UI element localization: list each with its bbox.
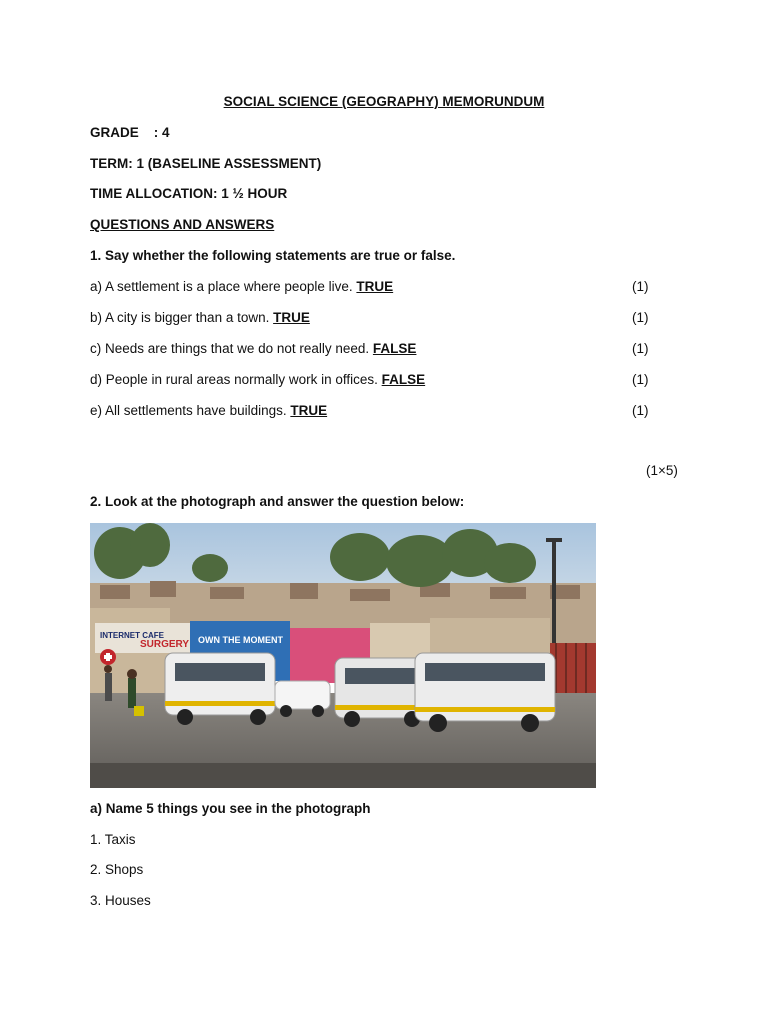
statement-b <box>90 310 310 325</box>
time-allocation-line: TIME ALLOCATION: 1 ½ HOUR <box>90 186 288 201</box>
statement-c-mark: (1) <box>632 341 649 356</box>
statement-d-answer: FALSE <box>381 372 426 387</box>
statement-b-mark: (1) <box>632 310 649 325</box>
statement-a <box>90 279 393 294</box>
statement-b-answer: TRUE <box>273 310 310 325</box>
statement-c-text: c) Needs are things that we do not really need. <box>90 341 373 356</box>
taxi-rank-photograph <box>90 523 596 788</box>
questions-answers-heading: QUESTIONS AND ANSWERS <box>90 217 275 232</box>
question-2-heading: 2. Look at the photograph and answer the question below: <box>90 494 465 509</box>
statement-e <box>90 403 327 418</box>
question-1-total-marks: (1×5) <box>646 463 678 478</box>
question-2a-heading: a) Name 5 things you see in the photograph <box>90 801 371 816</box>
statement-b-text: b) A city is bigger than a town. <box>90 310 274 325</box>
statement-a-text: a) A settlement is a place where people live. <box>90 279 357 294</box>
statement-a-answer: TRUE <box>356 279 394 294</box>
statement-e-answer: TRUE <box>290 403 328 418</box>
statement-e-mark: (1) <box>632 403 649 418</box>
statement-c-answer: FALSE <box>372 341 417 356</box>
answer-item-2: 2. Shops <box>90 862 144 877</box>
surgery-sign: SURGERY <box>140 639 190 650</box>
document-title: SOCIAL SCIENCE (GEOGRAPHY) MEMORUNDUM <box>223 94 545 109</box>
statement-c <box>90 341 416 356</box>
statement-e-text: e) All settlements have buildings. <box>90 403 291 418</box>
term-line: TERM: 1 (BASELINE ASSESSMENT) <box>90 156 322 171</box>
answer-item-1: 1. Taxis <box>90 832 136 847</box>
statement-d-mark: (1) <box>632 372 649 387</box>
answer-item-3: 3. Houses <box>90 893 151 908</box>
statement-a-mark: (1) <box>632 279 649 294</box>
question-1-heading: 1. Say whether the following statements are true or false. <box>90 248 456 263</box>
own-the-moment-sign: OWN THE MOMENT <box>198 635 283 645</box>
statement-d-text: d) People in rural areas normally work in offices. <box>90 372 382 387</box>
grade-line: GRADE : 4 <box>90 125 170 140</box>
statement-d <box>90 372 425 387</box>
internet-cafe-sign: INTERNET CAFE <box>100 631 164 640</box>
